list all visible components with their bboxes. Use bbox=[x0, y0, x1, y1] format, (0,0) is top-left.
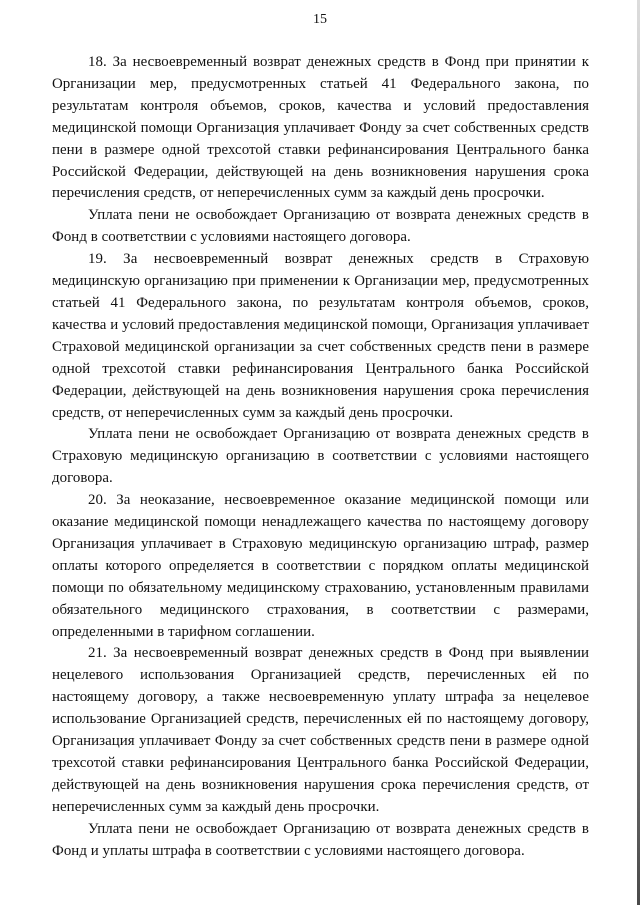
paragraph-clause-20: 20. За неоказание, несвоевременное оказание медицинской помощи или оказание медицинской помощи ненадлежащего качества по настоящему договору Организация уплачивает в Страховую медицинскую организацию штраф, размер оплаты которого определяется в соответствии с порядком оплаты медицинской помощи по обязательному медицинскому страхованию, установленным правилами обязательного медицинского страхования, в соответствии с размерами, определенными в тарифном соглашении. bbox=[52, 492, 589, 640]
paragraph-clause-21-note: Уплата пени не освобождает Организацию от возврата денежных средств в Фонд и уплаты штрафа в соответствии с условиями настоящего договора. bbox=[52, 820, 589, 859]
paragraph-clause-21: 21. За несвоевременный возврат денежных средств в Фонд при выявлении нецелевого использования Организацией средств, перечисленных ей по настоящему договору, а также несвоевременную уплату штрафа за нецелевое использование Организацией средств, перечисленных ей по настоящему договору, Организация уплачивает Фонду за счет собственных средств пени в размере одной трехсотой ставки рефинансирования Центрального банка Российской Федерации, действующей на день возникновения нарушения срока перечисления средств, от неперечисленных сумм за каждый день просрочки. bbox=[52, 645, 589, 815]
paragraph-clause-19: 19. За несвоевременный возврат денежных средств в Страховую медицинскую организацию при применении к Организации мер, предусмотренных статьей 41 Федерального закона, по результатам контроля объемов, сроков, качества и условий предоставления медицинской помощи, Организация уплачивает Страховой медицинской организации за счет собственных средств пени в размере одной трехсотой ставки рефинансирования Центрального банка Российской Федерации, действующей на день возникновения нарушения срока перечисления средств, от неперечисленных сумм за каждый день просрочки. bbox=[52, 251, 589, 421]
paragraph-clause-19-note: Уплата пени не освобождает Организацию от возврата денежных средств в Страховую медицинскую организацию в соответствии с условиями настоящего договора. bbox=[52, 426, 589, 487]
paragraph-clause-18: 18. За несвоевременный возврат денежных средств в Фонд при принятии к Организации мер, предусмотренных статьей 41 Федерального закона, по результатам контроля объемов, сроков, качества и условий предоставления медицинской помощи Организация уплачивает Фонду за счет собственных средств пени в размере одной трехсотой ставки рефинансирования Центрального банка Российской Федерации, действующей на день возникновения нарушения срока перечисления средств, от неперечисленных сумм за каждый день просрочки. bbox=[52, 54, 589, 202]
paragraph-clause-18-note: Уплата пени не освобождает Организацию от возврата денежных средств в Фонд в соответствии с условиями настоящего договора. bbox=[52, 207, 589, 246]
page-number: 15 bbox=[313, 12, 327, 27]
document-body bbox=[52, 52, 589, 863]
